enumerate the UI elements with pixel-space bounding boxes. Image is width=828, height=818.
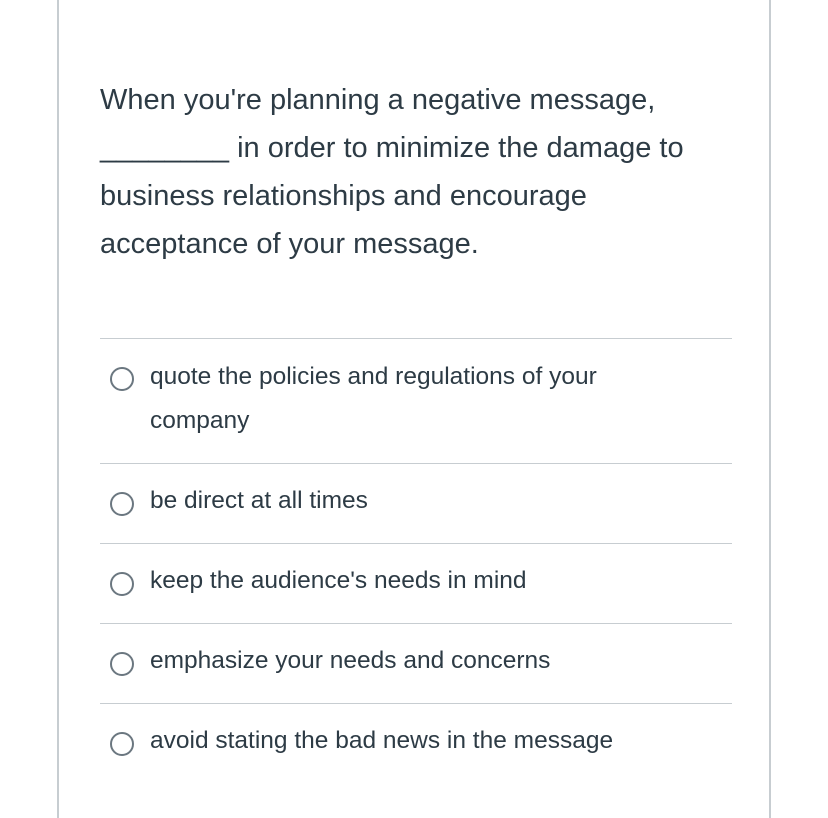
radio-button-icon[interactable] <box>110 572 134 596</box>
radio-button-icon[interactable] <box>110 732 134 756</box>
answer-option-4[interactable] <box>100 624 732 704</box>
answer-label: avoid stating the bad news in the message <box>150 727 614 754</box>
radio-button-icon[interactable] <box>110 367 134 391</box>
answer-option-3[interactable] <box>100 544 732 624</box>
answer-option-1[interactable] <box>100 339 732 464</box>
answer-label: emphasize your needs and concerns <box>150 647 551 674</box>
answer-option-5[interactable] <box>100 704 732 784</box>
answer-label: quote the policies and regulations of your company <box>150 363 597 434</box>
answer-list <box>100 338 732 784</box>
quiz-question-card <box>57 0 771 818</box>
radio-button-icon[interactable] <box>110 492 134 516</box>
answer-label: be direct at all times <box>150 487 368 514</box>
answer-option-2[interactable] <box>100 464 732 544</box>
radio-button-icon[interactable] <box>110 652 134 676</box>
answer-label: keep the audience's needs in mind <box>150 567 527 594</box>
question-text: When you're planning a negative message, ________ in order to minimize the damage to business relationships and encourage acceptance of your message. <box>100 84 684 260</box>
